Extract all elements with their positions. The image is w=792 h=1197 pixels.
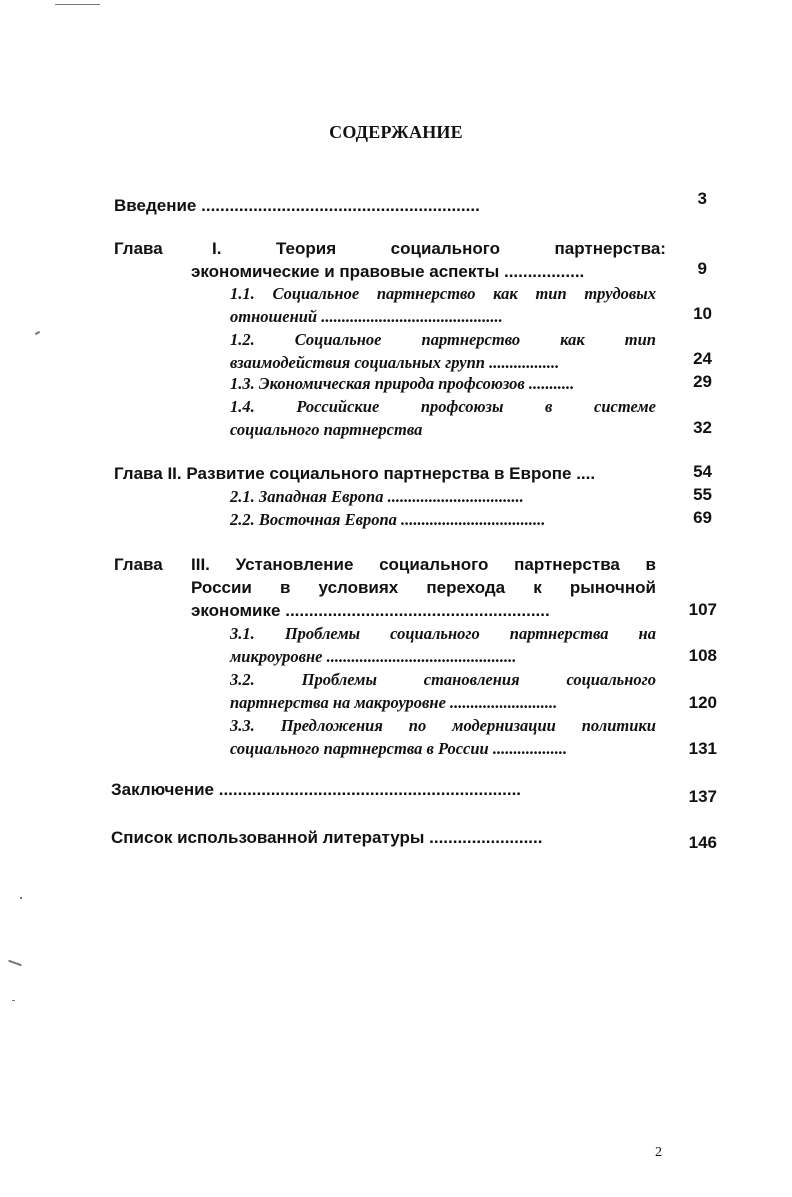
section-3-1-line1: 3.1. Проблемы социального партнерства на bbox=[230, 624, 656, 643]
toc-page-section-1-4: 32 bbox=[693, 418, 712, 437]
toc-page-conclusion: 137 bbox=[688, 787, 717, 806]
leader-dots: .......................... bbox=[450, 693, 558, 712]
section-2-2: 2.2. Восточная Европа ................................... bbox=[230, 510, 546, 529]
leader-dots: ................. bbox=[489, 353, 560, 372]
toc-page-chapter3: 107 bbox=[688, 600, 717, 619]
toc-page-chapter1: 9 bbox=[697, 259, 707, 278]
section-1-4-line1: 1.4. Российские профсоюзы в системе bbox=[230, 397, 656, 416]
section-1-1-line1: 1.1. Социальное партнерство как тип трудовых bbox=[230, 284, 656, 303]
toc-entry-conclusion: Заключение ................................................................ bbox=[111, 780, 522, 799]
chapter3-label: Глава bbox=[114, 555, 163, 574]
chapter1-title-line1: I. Теория социального партнерства: bbox=[212, 239, 666, 258]
scan-mark bbox=[20, 897, 22, 899]
section-1-4-line2: социального партнерства bbox=[230, 420, 423, 439]
section-3-2-line1: 3.2. Проблемы становления социального bbox=[230, 670, 656, 689]
toc-page-section-3-2: 120 bbox=[688, 693, 717, 712]
page-number: 2 bbox=[655, 1145, 662, 1160]
leader-dots: .................. bbox=[492, 739, 568, 758]
section-1-3: 1.3. Экономическая природа профсоюзов ........... bbox=[230, 374, 575, 393]
scan-mark bbox=[35, 331, 40, 335]
section-3-3-line1: 3.3. Предложения по модернизации политики bbox=[230, 716, 656, 735]
toc-page-section-1-1: 10 bbox=[693, 304, 712, 323]
leader-dots: ............................................ bbox=[321, 307, 503, 326]
chapter3-title-line1: III. Установление социального партнерства в bbox=[191, 555, 656, 574]
toc-page-section-3-3: 131 bbox=[688, 739, 717, 758]
page-title: СОДЕРЖАНИЕ bbox=[329, 122, 463, 142]
scan-mark bbox=[12, 1000, 15, 1001]
toc-page-section-1-2: 24 bbox=[693, 349, 712, 368]
toc-page-introduction: 3 bbox=[697, 189, 707, 208]
section-1-1-line2: отношений ............................................ bbox=[230, 307, 503, 326]
scan-mark bbox=[8, 960, 22, 967]
section-2-1: 2.1. Западная Европа ................................. bbox=[230, 487, 524, 506]
toc-page-section-1-3: 29 bbox=[693, 372, 712, 391]
chapter3-title-line2: России в условиях перехода к рыночной bbox=[191, 578, 656, 597]
chapter1-title-line2: экономические и правовые аспекты ................. bbox=[191, 262, 585, 281]
leader-dots: ........................................................... bbox=[201, 196, 480, 215]
leader-dots: ................................................................ bbox=[218, 780, 522, 799]
toc-entry-bibliography: Список использованной литературы ........................ bbox=[111, 828, 543, 847]
leader-dots: ................. bbox=[503, 262, 585, 281]
toc-page-section-3-1: 108 bbox=[688, 646, 717, 665]
toc-entry-introduction: Введение ........................................................... bbox=[114, 196, 480, 215]
toc-page-section-2-2: 69 bbox=[693, 508, 712, 527]
section-3-1-line2: микроуровне .............................................. bbox=[230, 647, 517, 666]
toc-page-chapter2: 54 bbox=[693, 462, 712, 481]
chapter1-label: Глава bbox=[114, 239, 163, 258]
scan-mark bbox=[55, 4, 100, 5]
leader-dots: ........... bbox=[528, 374, 575, 393]
toc-page-bibliography: 146 bbox=[688, 833, 717, 852]
section-1-2-line2: взаимодействия социальных групп ................. bbox=[230, 353, 560, 372]
leader-dots: ........................ bbox=[429, 828, 543, 847]
leader-dots: ................................... bbox=[401, 510, 546, 529]
leader-dots: ........................................................ bbox=[285, 601, 550, 620]
section-3-2-line2: партнерства на макроуровне .......................... bbox=[230, 693, 558, 712]
chapter3-title-line3: экономике ........................................................ bbox=[191, 601, 550, 620]
section-1-2-line1: 1.2. Социальное партнерство как тип bbox=[230, 330, 656, 349]
leader-dots: .............................................. bbox=[326, 647, 517, 666]
chapter2-title: Глава II. Развитие социального партнерства в Европе .... bbox=[114, 464, 596, 483]
leader-dots: .... bbox=[576, 464, 596, 483]
leader-dots: ................................. bbox=[387, 487, 524, 506]
toc-page-section-2-1: 55 bbox=[693, 485, 712, 504]
section-3-3-line2: социального партнерства в России .................. bbox=[230, 739, 568, 758]
